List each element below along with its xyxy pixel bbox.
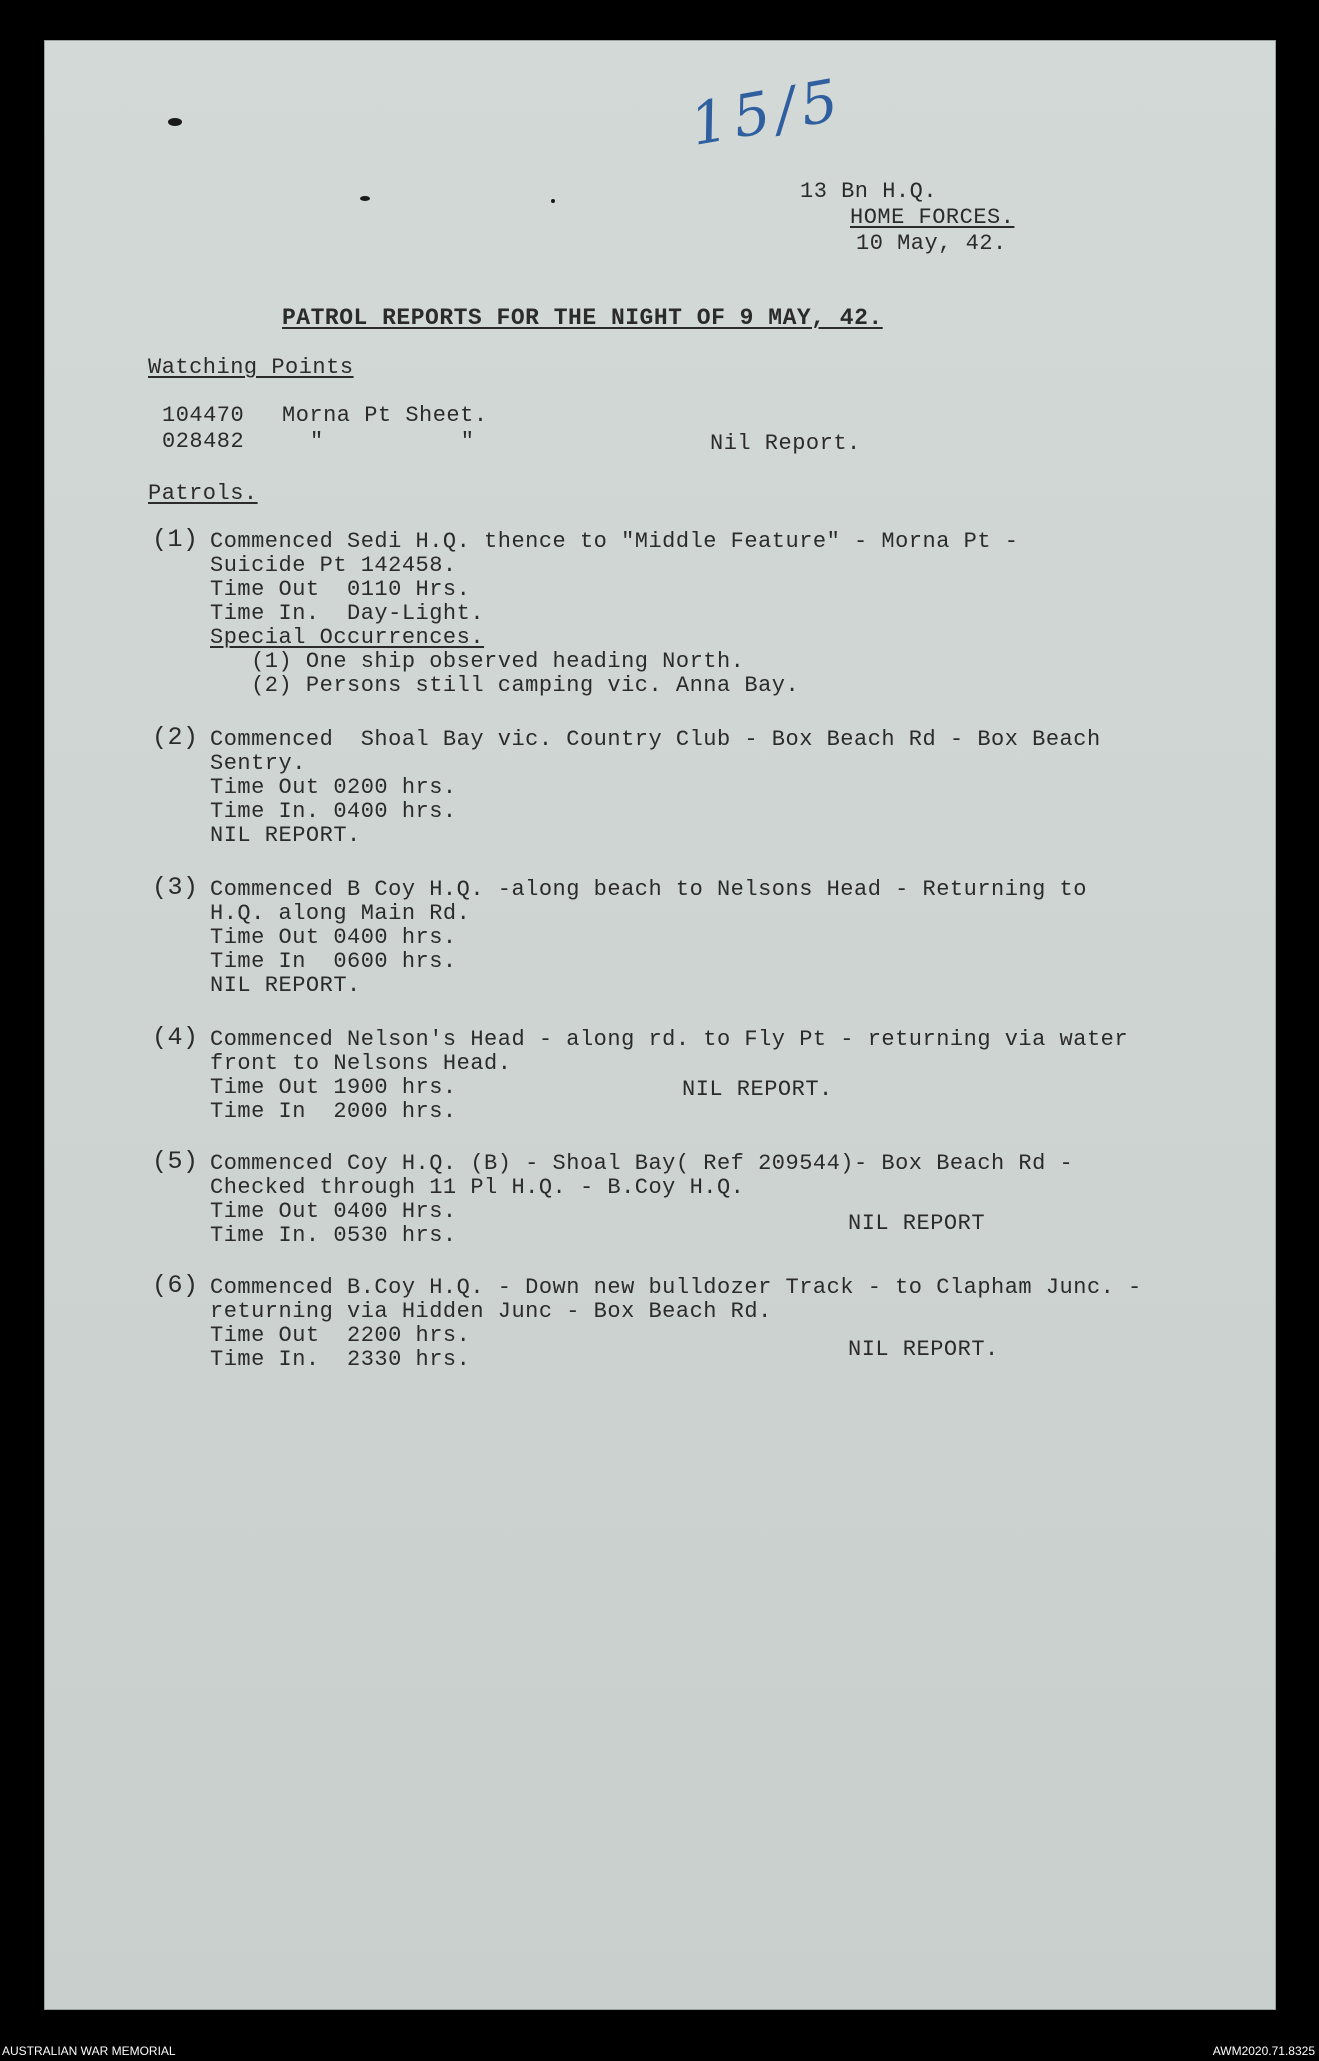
watching-point-ref: 028482	[162, 429, 245, 454]
ink-mark	[360, 196, 370, 201]
patrol-line: (2) Persons still camping vic. Anna Bay.	[210, 673, 800, 698]
patrol-line: Time Out 0200 hrs.	[210, 775, 457, 800]
patrol-number: (3)	[152, 873, 199, 902]
patrol-line: Time In 0600 hrs.	[210, 949, 457, 974]
patrol-number: (6)	[152, 1271, 199, 1300]
watching-point-location: Morna Pt Sheet.	[282, 403, 488, 428]
patrol-line: Time Out 0400 hrs.	[210, 925, 457, 950]
patrol-line: NIL REPORT.	[210, 973, 361, 998]
patrol-line: Sentry.	[210, 751, 306, 776]
patrol-report: NIL REPORT.	[848, 1337, 999, 1362]
handwritten-reference: 15/5	[685, 65, 849, 159]
patrol-report: NIL REPORT.	[682, 1077, 833, 1102]
header-unit: 13 Bn H.Q.	[800, 179, 938, 204]
patrol-line: NIL REPORT.	[210, 823, 361, 848]
ink-mark	[168, 118, 182, 126]
patrol-line: Time In. 0530 hrs.	[210, 1223, 457, 1248]
patrol-line: H.Q. along Main Rd.	[210, 901, 471, 926]
patrol-line: Special Occurrences.	[210, 625, 485, 650]
patrol-line: Time In. 0400 hrs.	[210, 799, 457, 824]
watching-points-report: Nil Report.	[710, 431, 861, 456]
patrol-line: (1) One ship observed heading North.	[210, 649, 745, 674]
header-date: 10 May, 42.	[856, 231, 1007, 256]
footer-institution: AUSTRALIAN WAR MEMORIAL	[2, 2044, 176, 2058]
patrol-number: (2)	[152, 723, 199, 752]
ditto-marks: " "	[310, 429, 475, 454]
patrol-line: Time Out 0400 Hrs.	[210, 1199, 457, 1224]
patrol-line: Commenced Coy H.Q. (B) - Shoal Bay( Ref 209544)- Box Beach Rd -	[210, 1151, 1074, 1176]
patrol-line: Time In 2000 hrs.	[210, 1099, 457, 1124]
header-forces: HOME FORCES.	[850, 205, 1015, 230]
patrol-line: Commenced Nelson's Head - along rd. to Fly Pt - returning via water	[210, 1027, 1129, 1052]
patrol-line: Commenced B Coy H.Q. -along beach to Nelsons Head - Returning to	[210, 877, 1087, 902]
patrols-heading: Patrols.	[148, 481, 258, 506]
ink-mark	[551, 199, 555, 203]
watching-point-ref: 104470	[162, 403, 245, 428]
page-title: PATROL REPORTS FOR THE NIGHT OF 9 MAY, 42.	[282, 305, 883, 331]
patrol-line: Time In. Day-Light.	[210, 601, 485, 626]
patrol-line: Commenced Shoal Bay vic. Country Club - Box Beach Rd - Box Beach	[210, 727, 1101, 752]
patrol-line: Commenced Sedi H.Q. thence to "Middle Feature" - Morna Pt -	[210, 529, 1019, 554]
patrol-line: Time Out 0110 Hrs.	[210, 577, 471, 602]
patrol-line: Time Out 2200 hrs.	[210, 1323, 471, 1348]
patrol-number: (5)	[152, 1147, 199, 1176]
watching-points-heading: Watching Points	[148, 355, 354, 380]
patrol-line: front to Nelsons Head.	[210, 1051, 512, 1076]
footer-accession-number: AWM2020.71.8325	[1212, 2044, 1315, 2058]
patrol-number: (4)	[152, 1023, 199, 1052]
patrol-line: Time In. 2330 hrs.	[210, 1347, 471, 1372]
patrol-line: Commenced B.Coy H.Q. - Down new bulldozer Track - to Clapham Junc. -	[210, 1275, 1142, 1300]
patrol-line: returning via Hidden Junc - Box Beach Rd.	[210, 1299, 772, 1324]
patrol-number: (1)	[152, 525, 199, 554]
patrol-line: Suicide Pt 142458.	[210, 553, 457, 578]
patrol-report: NIL REPORT	[848, 1211, 986, 1236]
patrol-line: Time Out 1900 hrs.	[210, 1075, 457, 1100]
document-page	[44, 40, 1276, 2010]
patrol-line: Checked through 11 Pl H.Q. - B.Coy H.Q.	[210, 1175, 745, 1200]
